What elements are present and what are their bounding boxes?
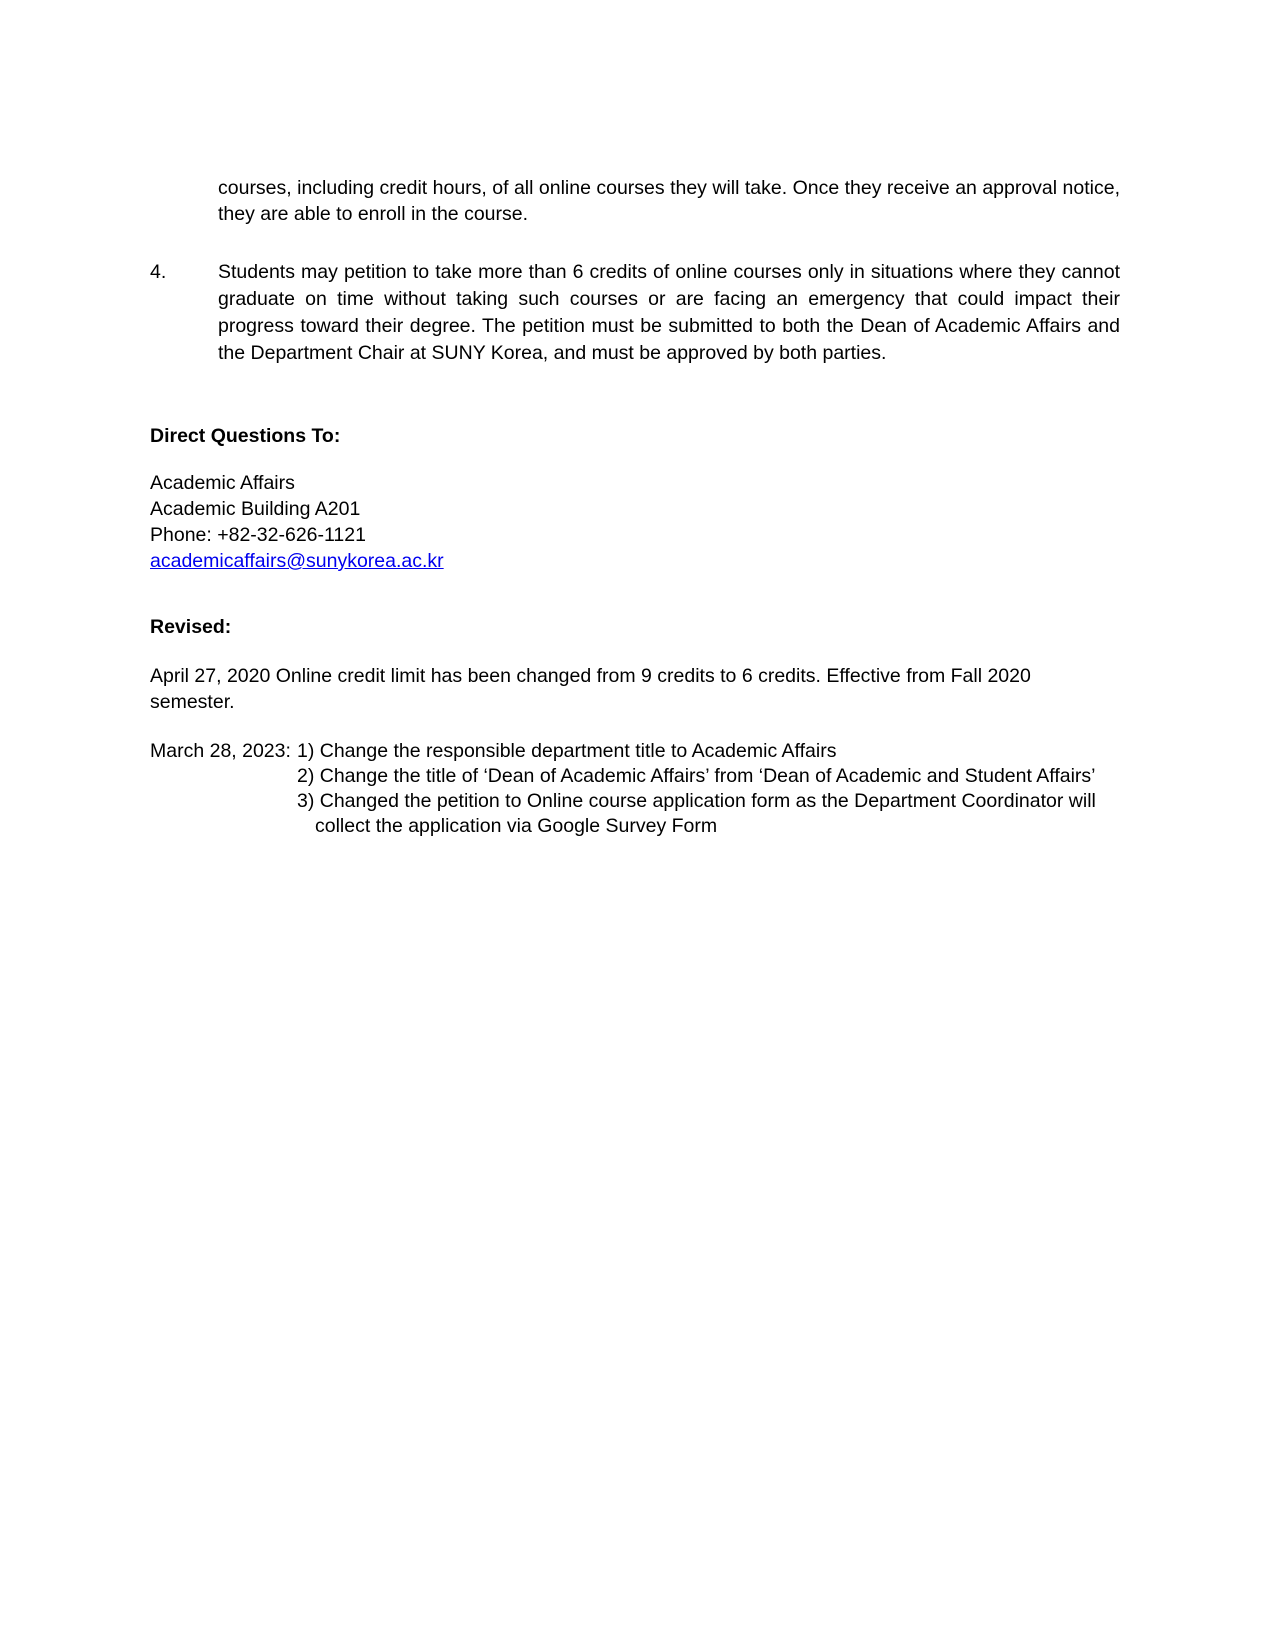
revision-entry-1-line-1: April 27, 2020 Online credit limit has been changed from 9 credits to 6 credits. Effective from Fall 2020 xyxy=(150,665,1031,687)
revised-heading: Revised: xyxy=(150,616,232,638)
continued-paragraph: courses, including credit hours, of all online courses they will take. Once they receive an approval notice, they are able to enroll in the course. xyxy=(218,177,1120,225)
revision-item-3: 3) Changed the petition to Online course application form as the Department Coordinator will xyxy=(297,790,1096,812)
revision-item-2: 2) Change the title of ‘Dean of Academic Affairs’ from ‘Dean of Academic and Student Affairs’ xyxy=(297,765,1096,787)
contact-office: Academic Affairs xyxy=(150,472,295,494)
revision-entry-1-line-2: semester. xyxy=(150,691,235,713)
contact-heading: Direct Questions To: xyxy=(150,425,341,447)
revision-item-1: 1) Change the responsible department title to Academic Affairs xyxy=(297,740,837,762)
revision-item-3-continued: collect the application via Google Survey Form xyxy=(315,815,718,837)
contact-block xyxy=(150,470,1120,574)
revision-entry-2-date: March 28, 2023: xyxy=(150,740,291,762)
contact-email-link[interactable]: academicaffairs@sunykorea.ac.kr xyxy=(150,550,444,572)
revision-entry-1 xyxy=(150,663,1120,715)
list-item-number: 4. xyxy=(150,261,167,283)
contact-building: Academic Building A201 xyxy=(150,498,361,520)
contact-phone: Phone: +82-32-626-1121 xyxy=(150,524,366,546)
list-item-4-text: Students may petition to take more than 6 credits of online courses only in situations where they cannot graduate on time without taking such courses or are facing an emergency that could impact their progress toward their degree. The petition must be submitted to both the Dean of Academic Affairs and the Department Chair at SUNY Korea, and must be approved by both parties. xyxy=(218,261,1120,364)
